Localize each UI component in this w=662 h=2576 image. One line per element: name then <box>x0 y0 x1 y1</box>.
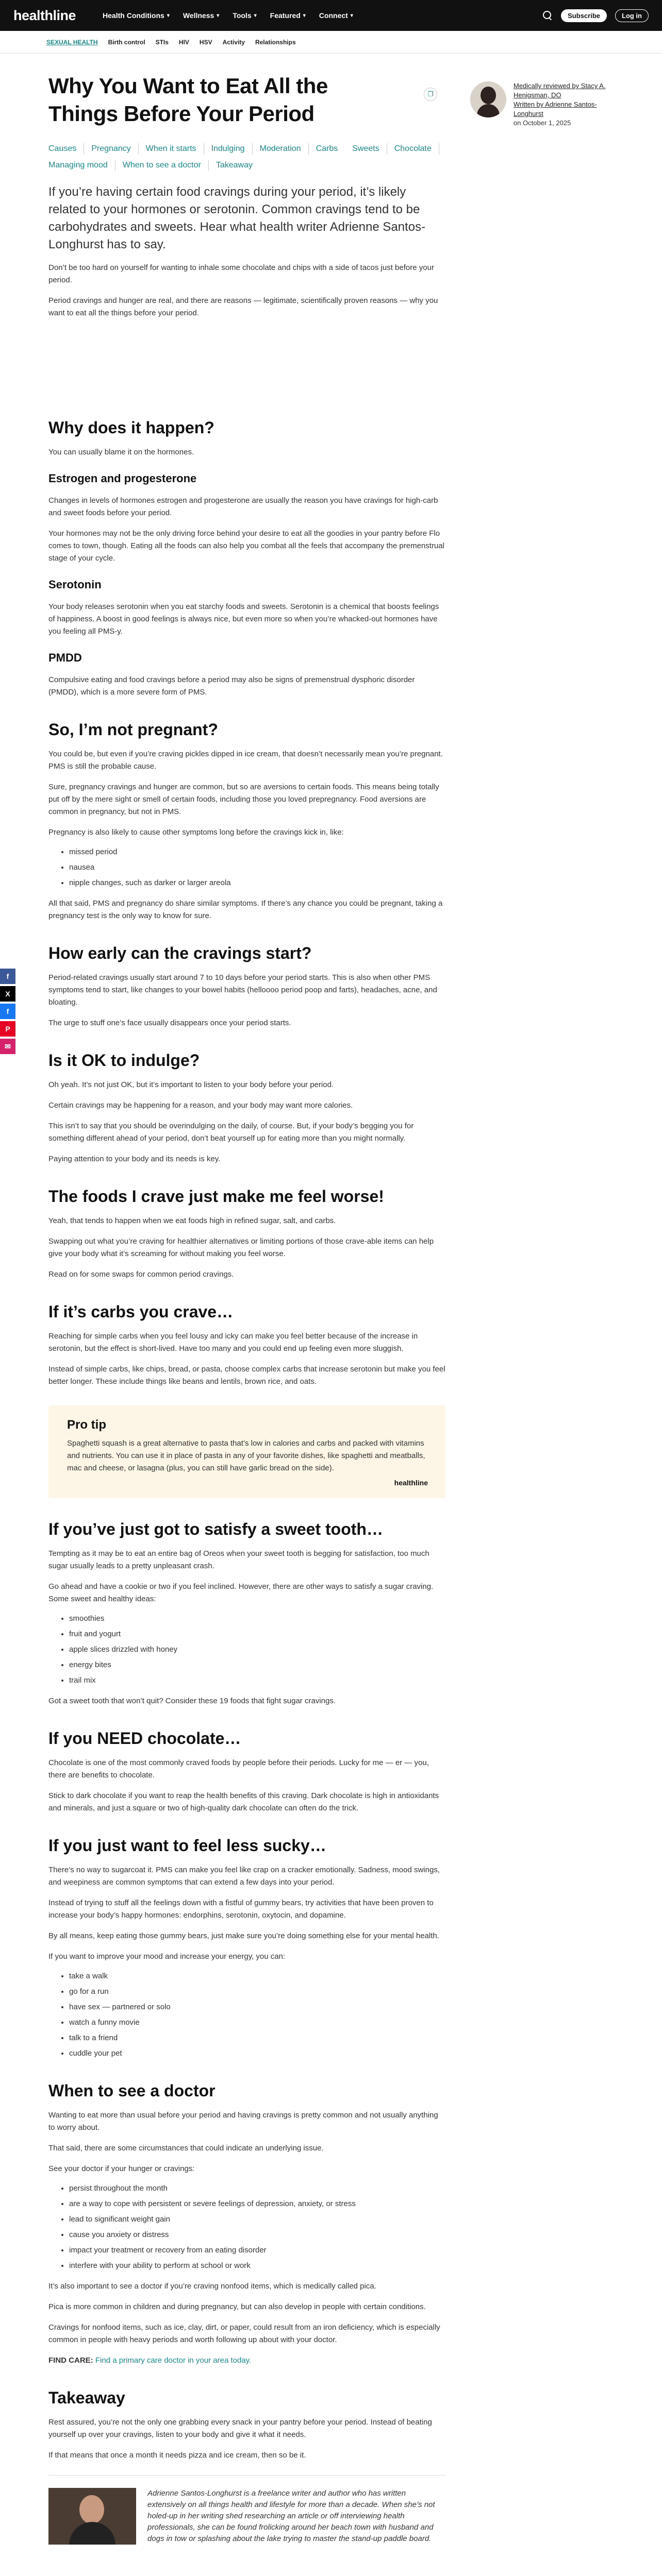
list-item: • energy bites <box>69 1659 445 1671</box>
author-photo <box>48 2488 136 2545</box>
header-actions <box>542 9 649 22</box>
paragraph: All that said, PMS and pregnancy do share similar symptoms. If there’s any chance you could be pregnant, taking a pregnancy test is the only way to know for sure. <box>48 899 443 920</box>
paragraph: Wanting to eat more than usual before your period and having cravings is pretty common and not usually anything to worry about. <box>48 2111 438 2132</box>
list-item: • missed period <box>69 846 445 858</box>
paragraph: Period cravings and hunger are real, and there are reasons — legitimate, scientifically proven reasons — why you want to eat all the things before your period. <box>48 296 438 317</box>
list-item: • lead to significant weight gain <box>69 2213 445 2226</box>
list-item: • nipple changes, such as darker or larger areola <box>69 877 445 889</box>
email-icon[interactable]: ✉ <box>0 1039 15 1054</box>
list-item: • smoothies <box>69 1613 445 1625</box>
healthline-logo[interactable]: healthline <box>13 7 76 23</box>
paragraph: Cravings for nonfood items, such as ice, clay, dirt, or paper, could result from an iron deficiency, which is especially common in people with heavy periods and worth following up about with your doctor. <box>48 2323 440 2344</box>
toc-item[interactable]: Takeaway <box>216 161 253 170</box>
paragraph: Your hormones may not be the only driving force behind your desire to eat all the goodies in your pantry before Flo comes to town, though. Eating all the foods can also help you combat all the feels that accompany the premenstrual stage of your cycle. <box>48 529 444 563</box>
search-icon[interactable] <box>542 10 553 21</box>
list-item: • take a walk <box>69 1970 445 1982</box>
paragraph: Instead of simple carbs, like chips, bread, or pasta, choose complex carbs that increase serotonin but make you feel better longer. These include things like beans and lentils, brown rice, and oats. <box>48 1365 445 1386</box>
list-item: • fruit and yogurt <box>69 1628 445 1640</box>
nav-health-conditions[interactable] <box>103 11 170 20</box>
section-heading: Is it OK to indulge? <box>48 1051 200 1070</box>
subnav-sexual-health[interactable]: SEXUAL HEALTH <box>46 38 98 46</box>
article-body <box>48 72 445 2545</box>
paragraph: Compulsive eating and food cravings before a period may also be signs of premenstrual dysphoric disorder (PMDD), which is a more severe form of PMS. <box>48 675 415 697</box>
section-heading: Takeaway <box>48 2388 125 2407</box>
main-nav <box>103 11 353 20</box>
bullet-list <box>69 1970 445 2060</box>
paragraph: You could be, but even if you’re craving pickles dipped in ice cream, that doesn’t necessarily mean you’re pregnant. PMS is still the probable cause. <box>48 750 443 771</box>
paragraph: It’s also important to see a doctor if you’re craving nonfood items, which is medically called pica. <box>48 2282 376 2291</box>
written-by-link[interactable]: Written by Adrienne Santos-Longhurst <box>514 100 597 117</box>
toc-item[interactable]: Sweets <box>352 143 387 155</box>
sub-navigation <box>0 31 662 54</box>
chevron-down-icon: ▾ <box>303 12 306 19</box>
paragraph: Read on for some swaps for common period cravings. <box>48 1270 234 1279</box>
subnav-hsv[interactable]: HSV <box>199 38 212 46</box>
paragraph: Instead of trying to stuff all the feelings down with a fistful of gummy bears, try activities that have been proven to increase your body’s happy hormones: endorphins, serotonin, oxytocin, and dopamine. <box>48 1899 434 1920</box>
medically-reviewed-link[interactable]: Medically reviewed by Stacy A. Henigsman, DO <box>514 82 606 99</box>
chevron-down-icon: ▾ <box>254 12 257 19</box>
list-item: • watch a funny movie <box>69 2016 445 2029</box>
toc-item[interactable]: Chocolate <box>394 143 439 155</box>
pro-tip-text: Spaghetti squash is a great alternative to pasta that’s low in calories and carbs and packed with vitamins and nutrients. You can use it in place of pasta in any of your favorite dishes, like spaghetti and meatballs, mac and cheese, or lasagna (plus, you can still have garlic bread on the side). <box>67 1439 425 1472</box>
social-share-bar <box>0 969 15 1056</box>
toc-item[interactable]: Moderation <box>260 143 309 155</box>
x-icon[interactable]: X <box>0 986 15 1002</box>
paragraph: This isn’t to say that you should be overindulging on the daily, of course. But, if your body’s begging you for something different ahead of your period, don’t beat yourself up for eating more than you might normally. <box>48 1122 414 1143</box>
updated-date: on October 1, 2025 <box>514 119 571 127</box>
toc-item[interactable]: Pregnancy <box>91 143 139 155</box>
list-item: • trail mix <box>69 1674 445 1687</box>
list-item: • have sex — partnered or solo <box>69 2001 445 2013</box>
paragraph: By all means, keep eating those gummy bears, just make sure you’re doing something else for your mental health. <box>48 1931 439 1940</box>
bullet-list <box>69 1613 445 1687</box>
subnav-hiv[interactable]: HIV <box>178 38 189 46</box>
article-byline <box>470 81 615 128</box>
paragraph: Period-related cravings usually start around 7 to 10 days before your period starts. This is also when other PMS symptoms tend to start, like changes to your bowel habits (helloooo period poop and farts), headaches, acne, and bloating. <box>48 973 437 1007</box>
section-heading: When to see a doctor <box>48 2081 216 2100</box>
paragraph: If you want to improve your mood and increase your energy, you can: <box>48 1952 286 1961</box>
facebook-icon[interactable]: f <box>0 969 15 984</box>
paragraph: Don’t be too hard on yourself for wanting to inhale some chocolate and chips with a side of tacos just before your period. <box>48 263 434 284</box>
subsection-heading: Estrogen and progesterone <box>48 472 197 485</box>
paragraph: You can usually blame it on the hormones. <box>48 448 194 456</box>
subnav-stis[interactable]: STIs <box>155 38 169 46</box>
paragraph: Stick to dark chocolate if you want to reap the health benefits of this craving. Dark chocolate is high in antioxidants and minerals, and just a square or two of high-quality dark chocolate can often do the trick. <box>48 1791 439 1812</box>
toc-item[interactable]: Causes <box>48 143 84 155</box>
subsection-heading: Serotonin <box>48 578 102 591</box>
paragraph: Changes in levels of hormones estrogen and progesterone are usually the reason you have cravings for high-carb and sweet foods before your period. <box>48 496 438 517</box>
nav-label: Health Conditions <box>103 11 164 20</box>
nav-featured[interactable] <box>270 11 306 20</box>
list-item: • go for a run <box>69 1986 445 1998</box>
ad-space <box>48 319 445 397</box>
toc-item[interactable]: Carbs <box>316 144 338 153</box>
paragraph: Go ahead and have a cookie or two if you feel inclined. However, there are other ways to satisfy a sugar craving. Some sweet and healthy ideas: <box>48 1582 434 1603</box>
paragraph: There’s no way to sugarcoat it. PMS can make you feel like crap on a cracker emotionally. Sadness, mood swings, and weepiness are common symptoms that can extend a few days into your period. <box>48 1866 440 1887</box>
paragraph: The urge to stuff one’s face usually disappears once your period starts. <box>48 1019 291 1027</box>
chevron-down-icon: ▾ <box>350 12 353 19</box>
article-lead: If you’re having certain food cravings during your period, it’s likely related to your hormones or serotonin. Common cravings tend to be carbohydrates and sweets. Hear what health writer Adrienne Santos-Longhurst has to say. <box>48 185 426 251</box>
paragraph: See your doctor if your hunger or cravings: <box>48 2164 195 2173</box>
paragraph: Swapping out what you’re craving for healthier alternatives or limiting portions of those crave-able items can help give your body what it’s screaming for without making you feel worse. <box>48 1237 434 1258</box>
find-care-callout <box>48 2354 445 2367</box>
paragraph: Chocolate is one of the most commonly craved foods by people before their periods. Lucky for me — er — you, there are benefits to chocolate. <box>48 1758 429 1780</box>
section-heading: If you’ve just got to satisfy a sweet tooth… <box>48 1520 383 1538</box>
list-item: • cause you anxiety or distress <box>69 2229 445 2241</box>
paragraph: Reaching for simple carbs when you feel lousy and icky can make you feel better because of the increase in serotonin, but the effect is short-lived. Have too many and you could end up feeling even more sluggish. <box>48 1332 418 1353</box>
list-item: • persist throughout the month <box>69 2182 445 2195</box>
toc-item[interactable]: Managing mood <box>48 160 115 171</box>
nav-label: Tools <box>233 11 252 20</box>
paragraph: Paying attention to your body and its needs is key. <box>48 1155 221 1163</box>
list-item: • are a way to cope with persistent or severe feelings of depression, anxiety, or stress <box>69 2198 445 2210</box>
paragraph: Pregnancy is also likely to cause other symptoms long before the cravings kick in, like: <box>48 828 344 837</box>
top-navigation-bar <box>0 0 662 31</box>
chevron-down-icon: ▾ <box>217 12 220 19</box>
healthline-brand-mark: healthline <box>394 1479 428 1487</box>
nav-label: Wellness <box>183 11 214 20</box>
nav-tools[interactable] <box>233 11 256 20</box>
pro-tip-box <box>48 1405 445 1498</box>
list-item: • cuddle your pet <box>69 2047 445 2060</box>
byline-text <box>514 81 615 128</box>
section-heading: So, I’m not pregnant? <box>48 720 218 739</box>
author-bio <box>48 2475 445 2545</box>
find-care-link[interactable]: Find a primary care doctor in your area today. <box>95 2356 252 2365</box>
subscribe-button[interactable]: Subscribe <box>561 9 607 22</box>
paragraph: Certain cravings may be happening for a reason, and your body may want more calories. <box>48 1101 353 1110</box>
toc-item[interactable]: Indulging <box>211 143 253 155</box>
reviewer-avatar <box>470 81 506 117</box>
subnav-birth-control[interactable]: Birth control <box>108 38 145 46</box>
paragraph: Rest assured, you’re not the only one grabbing every snack in your pantry before your period. Instead of beating yourself up over your cravings, listen to your body and give it what it needs. <box>48 2418 432 2439</box>
page-title: Why You Want to Eat All the Things Before Your Period <box>48 74 328 126</box>
bullet-list <box>69 2182 445 2272</box>
pro-tip-heading: Pro tip <box>67 1418 106 1432</box>
section-heading: If you just want to feel less sucky… <box>48 1836 326 1855</box>
facebook-alt-icon[interactable]: f <box>0 1004 15 1019</box>
section-heading: How early can the cravings start? <box>48 944 312 962</box>
toc-item[interactable]: When to see a doctor <box>123 160 209 171</box>
paragraph: Got a sweet tooth that won’t quit? Consider these 19 foods that fight sugar cravings. <box>48 1697 336 1705</box>
section-heading: Why does it happen? <box>48 418 214 437</box>
list-item: • nausea <box>69 861 445 874</box>
list-item: • apple slices drizzled with honey <box>69 1643 445 1656</box>
paragraph: Sure, pregnancy cravings and hunger are common, but so are aversions to certain foods. This means being totally put off by the mere sight or smell of certain foods, including those you loved prepregnancy. Food aversions are common in pregnancy, but not in PMS. <box>48 783 439 816</box>
nav-label: Featured <box>270 11 301 20</box>
nav-wellness[interactable] <box>183 11 219 20</box>
subsection-heading: PMDD <box>48 651 82 664</box>
paragraph: Yeah, that tends to happen when we eat foods high in refined sugar, salt, and carbs. <box>48 1216 336 1225</box>
find-care-label: FIND CARE: <box>48 2356 93 2365</box>
section-heading: If you NEED chocolate… <box>48 1729 241 1748</box>
table-of-contents <box>48 143 445 171</box>
list-item: • talk to a friend <box>69 2032 445 2044</box>
paragraph: Pica is more common in children and during pregnancy, but can also develop in people with certain conditions. <box>48 2302 426 2311</box>
section-heading: The foods I crave just make me feel worse! <box>48 1187 384 1206</box>
nav-connect[interactable] <box>319 11 353 20</box>
paragraph: Oh yeah. It’s not just OK, but it’s important to listen to your body before your period. <box>48 1080 334 1089</box>
paragraph: That said, there are some circumstances that could indicate an underlying issue. <box>48 2144 324 2153</box>
chevron-down-icon: ▾ <box>167 12 170 19</box>
pinterest-icon[interactable]: P <box>0 1021 15 1037</box>
toc-item[interactable]: When it starts <box>146 143 204 155</box>
login-button[interactable]: Log in <box>615 9 649 22</box>
nav-label: Connect <box>319 11 348 20</box>
paragraph: If that means that once a month it needs pizza and ice cream, then so be it. <box>48 2451 306 2460</box>
paragraph: Tempting as it may be to eat an entire bag of Oreos when your sweet tooth is begging for satisfaction, too much sugar usually leads to a pretty unpleasant crash. <box>48 1549 429 1570</box>
paragraph: Your body releases serotonin when you eat starchy foods and sweets. Serotonin is a chemical that boosts feelings of happiness. A boost in good feelings is always nice, but even more so when you’re whacked-out hormones have you feeling all PMS-y. <box>48 602 439 636</box>
section-heading: If it’s carbs you crave… <box>48 1302 234 1321</box>
list-item: • interfere with your ability to perform at school or work <box>69 2260 445 2272</box>
subnav-relationships[interactable]: Relationships <box>255 38 296 46</box>
bookmark-icon[interactable]: ❐ <box>424 88 437 101</box>
author-bio-text: Adrienne Santos-Longhurst is a freelance writer and author who has written extensively on all things health and lifestyle for more than a decade. When she’s not holed-up in her writing shed researching an article or off interviewing health professionals, she can be found frolicking around her beach town with husband and dogs in tow or splashing about the lake trying to master the stand-up paddle board. <box>147 2489 435 2543</box>
subnav-activity[interactable]: Activity <box>222 38 245 46</box>
bullet-list <box>69 846 445 889</box>
list-item: • impact your treatment or recovery from an eating disorder <box>69 2244 445 2257</box>
